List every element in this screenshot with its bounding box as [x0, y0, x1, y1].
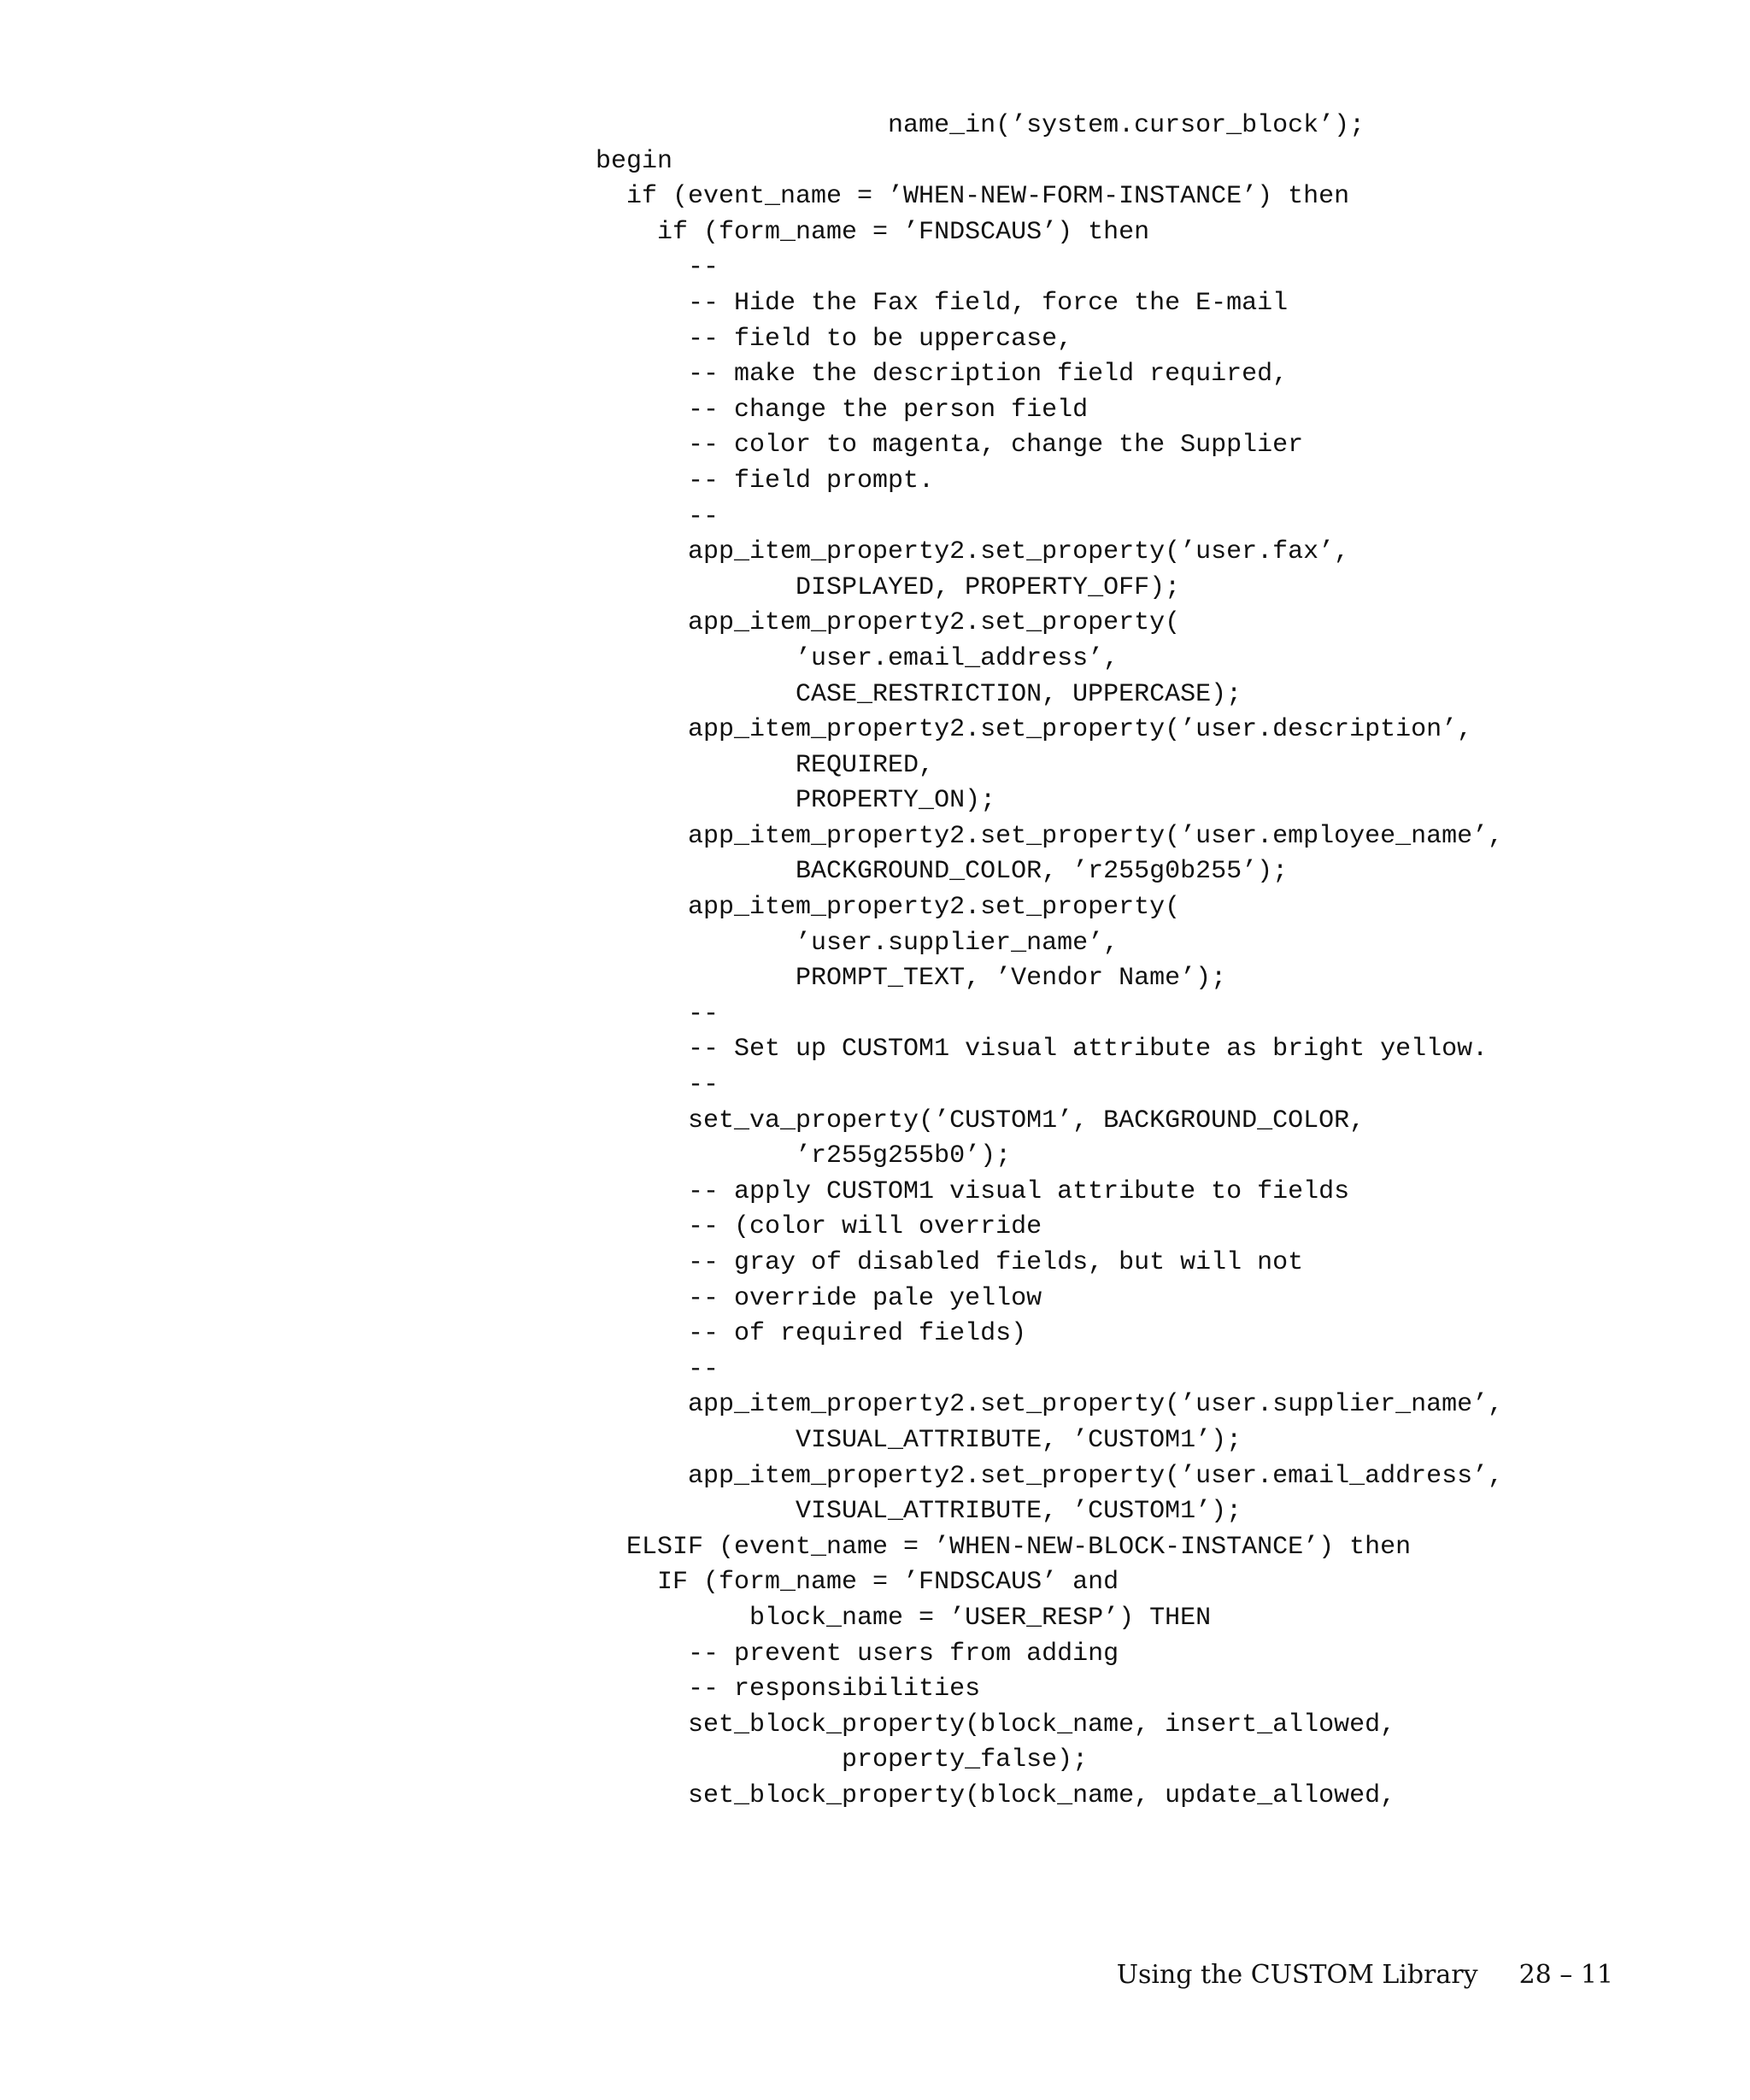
- code-line: --: [596, 502, 719, 531]
- code-line: app_item_property2.set_property(’user.email_address’,: [596, 1461, 1504, 1491]
- code-line: app_item_property2.set_property(’user.employee_name’,: [596, 821, 1504, 851]
- code-line: -- (color will override: [596, 1212, 1042, 1242]
- code-line: ’r255g255b0’);: [596, 1141, 1012, 1171]
- code-line: -- Hide the Fax field, force the E-mail: [596, 288, 1289, 318]
- code-line: REQUIRED,: [596, 750, 935, 780]
- code-line: -- of required fields): [596, 1319, 1027, 1349]
- code-line: -- override pale yellow: [596, 1283, 1042, 1313]
- code-line: -- field prompt.: [596, 466, 935, 496]
- code-line: property_false);: [596, 1745, 1089, 1775]
- code-line: ’user.supplier_name’,: [596, 928, 1119, 958]
- code-line: app_item_property2.set_property(’user.supplier_name’,: [596, 1390, 1504, 1420]
- footer-section-title: Using the CUSTOM Library: [1116, 1960, 1478, 1990]
- code-listing: [596, 109, 1706, 1815]
- code-line: set_block_property(block_name, insert_allowed,: [596, 1710, 1396, 1739]
- code-line: PROMPT_TEXT, ’Vendor Name’);: [596, 964, 1227, 994]
- code-line: DISPLAYED, PROPERTY_OFF);: [596, 572, 1181, 602]
- code-line: BACKGROUND_COLOR, ’r255g0b255’);: [596, 857, 1289, 887]
- code-line: name_in(’system.cursor_block’);: [596, 111, 1365, 140]
- code-line: IF (form_name = ’FNDSCAUS’ and: [596, 1568, 1119, 1598]
- code-line: set_va_property(’CUSTOM1’, BACKGROUND_COLOR,: [596, 1106, 1365, 1135]
- code-line: --: [596, 1354, 719, 1384]
- code-line: -- field to be uppercase,: [596, 324, 1073, 354]
- code-line: app_item_property2.set_property(’user.fax’,: [596, 537, 1350, 567]
- code-line: app_item_property2.set_property(’user.description’,: [596, 715, 1473, 745]
- code-line: block_name = ’USER_RESP’) THEN: [596, 1603, 1212, 1633]
- code-line: -- color to magenta, change the Supplier: [596, 431, 1304, 460]
- code-line: VISUAL_ATTRIBUTE, ’CUSTOM1’);: [596, 1497, 1242, 1527]
- code-line: begin: [596, 146, 673, 176]
- code-line: set_block_property(block_name, update_allowed,: [596, 1780, 1396, 1810]
- code-line: -- Set up CUSTOM1 visual attribute as bright yellow.: [596, 1035, 1489, 1065]
- code-line: app_item_property2.set_property(: [596, 608, 1181, 638]
- code-line: CASE_RESTRICTION, UPPERCASE);: [596, 679, 1242, 709]
- code-line: --: [596, 1071, 719, 1100]
- code-line: -- gray of disabled fields, but will not: [596, 1248, 1304, 1277]
- page-footer: [0, 1956, 1613, 1994]
- code-line: -- responsibilities: [596, 1675, 981, 1704]
- code-line: ELSIF (event_name = ’WHEN-NEW-BLOCK-INSTANCE’) then: [596, 1532, 1412, 1562]
- code-line: -- apply CUSTOM1 visual attribute to fields: [596, 1176, 1350, 1206]
- code-line: --: [596, 253, 719, 283]
- code-line: if (event_name = ’WHEN-NEW-FORM-INSTANCE’) then: [596, 182, 1350, 212]
- code-line: app_item_property2.set_property(: [596, 893, 1181, 923]
- code-line: ’user.email_address’,: [596, 643, 1119, 673]
- code-line: -- prevent users from adding: [596, 1639, 1119, 1669]
- code-line: if (form_name = ’FNDSCAUS’) then: [596, 217, 1150, 247]
- code-line: --: [596, 999, 719, 1029]
- code-line: VISUAL_ATTRIBUTE, ’CUSTOM1’);: [596, 1425, 1242, 1455]
- footer-page-number: 28 – 11: [1518, 1960, 1613, 1990]
- code-line: -- change the person field: [596, 395, 1089, 425]
- code-line: PROPERTY_ON);: [596, 786, 996, 816]
- code-line: -- make the description field required,: [596, 360, 1289, 390]
